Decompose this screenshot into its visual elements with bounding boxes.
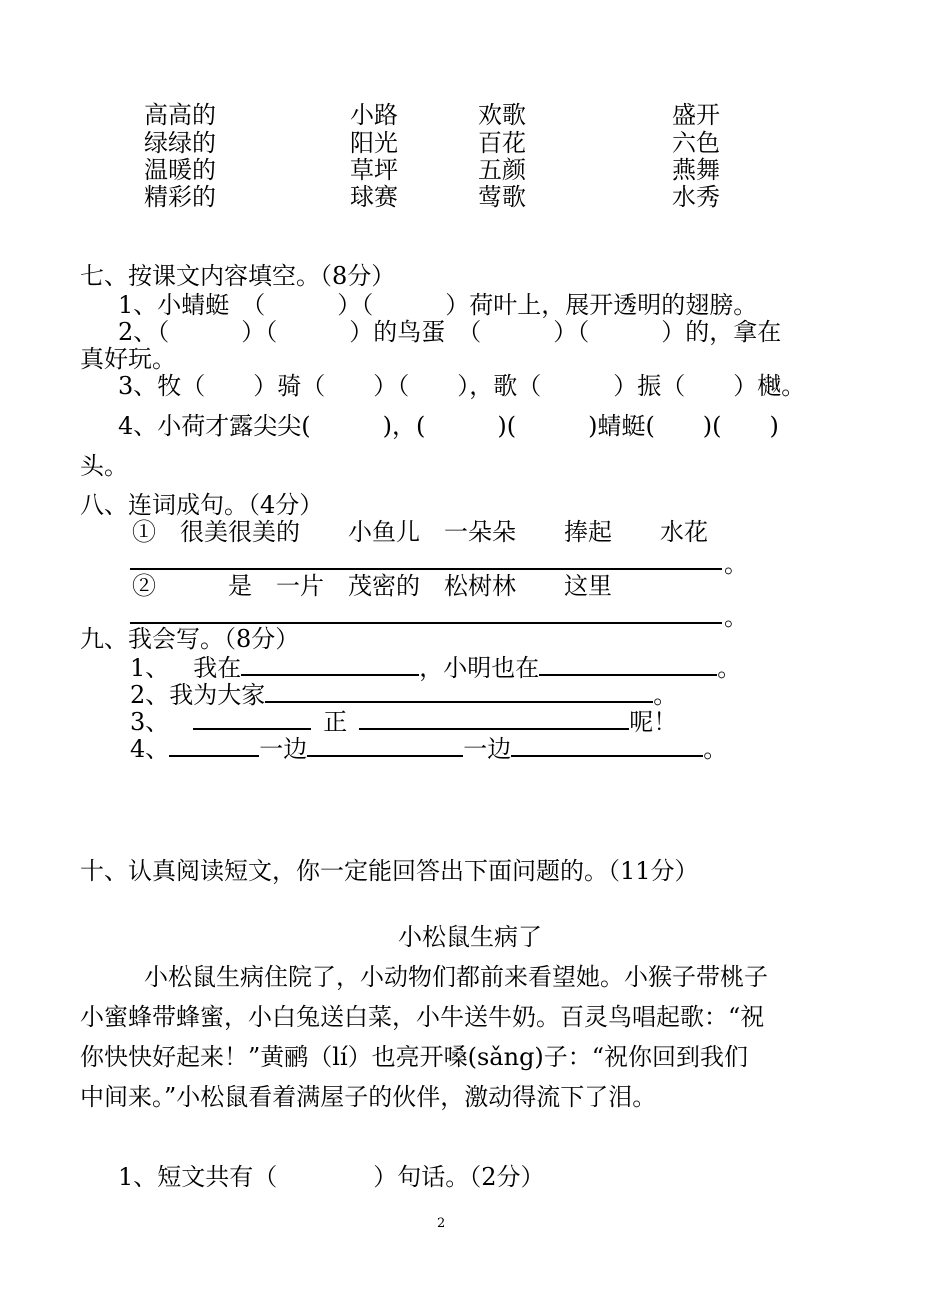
s9-q3-blank-1: [193, 706, 311, 730]
match-cell: 绿绿的: [144, 129, 216, 157]
s10-question-1: 1、短文共有（ ）句话。（2分）: [118, 1163, 545, 1191]
s9-q1-blank-2: [539, 652, 717, 676]
match-cell: 盛开: [672, 101, 720, 129]
s9-q4-blank-2: [307, 733, 463, 757]
match-cell: 高高的: [144, 101, 216, 129]
page-number: 2: [437, 1216, 446, 1231]
s8-answer-line-2: [130, 622, 722, 624]
match-cell: 六色: [672, 129, 720, 157]
section-8-title: 八、连词成句。（4分）: [80, 491, 324, 519]
s9-q4-period: 。: [703, 735, 728, 763]
s9-q1-text-a: 我在: [193, 654, 242, 682]
match-cell: 温暖的: [144, 156, 216, 184]
story-title: 小松鼠生病了: [398, 923, 542, 951]
match-cell: 草坪: [350, 156, 398, 184]
s8-question-2: ② 是 一片 茂密的 松树林 这里: [132, 572, 612, 600]
s9-q4-number: 4、: [130, 735, 170, 763]
s9-q2-blank: [265, 679, 653, 703]
s9-question-2: [130, 679, 677, 709]
s8-answer-1-period: 。: [724, 550, 748, 578]
s7-question-2-cont: 真好玩。: [80, 345, 176, 373]
s9-question-4: [130, 733, 727, 763]
story-paragraph-line: 小松鼠生病住院了，小动物们都前来看望她。小猴子带桃子: [144, 963, 768, 991]
s7-question-4: 4、小荷才露尖尖( )，( )( )蜻蜓( )( ): [118, 412, 779, 440]
s8-answer-2-period: 。: [724, 603, 748, 631]
match-cell: 精彩的: [144, 183, 216, 211]
match-cell: 百花: [478, 129, 526, 157]
s9-q2-text: 2、我为大家: [130, 681, 266, 709]
s9-q1-period: 。: [717, 654, 742, 682]
s9-q1-blank-1: [241, 652, 419, 676]
section-7-title: 七、按课文内容填空。（8分）: [80, 262, 396, 290]
story-paragraph-line: 中间来。”小松鼠看着满屋子的伙伴，激动得流下了泪。: [80, 1083, 657, 1111]
s9-q2-period: 。: [653, 681, 678, 709]
match-cell: 小路: [350, 101, 398, 129]
s9-q4-blank-1: [169, 733, 259, 757]
section-10-title: 十、认真阅读短文，你一定能回答出下面问题的。（11分）: [80, 857, 699, 885]
match-cell: 球赛: [350, 183, 398, 211]
s9-question-3: [130, 706, 677, 736]
s9-q4-text-a: 一边: [259, 735, 308, 763]
match-cell: 莺歌: [478, 183, 526, 211]
match-cell: 燕舞: [672, 156, 720, 184]
s9-q3-text-a: 正: [323, 708, 348, 736]
match-cell: 欢歌: [478, 101, 526, 129]
s7-question-3: 3、牧（ ）骑（ ）（ ），歌（ ）振（ ）樾。: [118, 372, 806, 400]
s9-q3-blank-2: [359, 706, 629, 730]
story-paragraph-line: 你快快好起来！”黄鹂（lí）也亮开嗓(sǎng)子：“祝你回到我们: [80, 1043, 749, 1071]
s9-q4-text-b: 一边: [463, 735, 512, 763]
s7-question-4-cont: 头。: [80, 452, 128, 480]
match-cell: 阳光: [350, 129, 398, 157]
s9-q4-blank-3: [511, 733, 703, 757]
s9-q3-text-b: 呢！: [629, 708, 678, 736]
s9-q3-number: 3、: [130, 708, 170, 736]
story-paragraph-line: 小蜜蜂带蜂蜜，小白兔送白菜，小牛送牛奶。百灵鸟唱起歌：“祝: [80, 1003, 765, 1031]
s9-q1-text-b: ，小明也在: [419, 654, 540, 682]
s8-question-1: ① 很美很美的 小鱼儿 一朵朵 捧起 水花: [132, 518, 708, 546]
match-cell: 五颜: [478, 156, 526, 184]
s9-question-1: [130, 652, 741, 682]
match-cell: 水秀: [672, 183, 720, 211]
s7-question-2: 2、（ ）（ ）的鸟蛋 （ ）（ ）的，拿在: [118, 318, 782, 346]
s8-answer-line-1: [130, 568, 722, 570]
s9-q1-number: 1、: [130, 654, 170, 682]
section-9-title: 九、我会写。（8分）: [80, 625, 300, 653]
s7-question-1: 1、小蜻蜓 （ ）（ ）荷叶上，展开透明的翅膀。: [118, 291, 758, 319]
